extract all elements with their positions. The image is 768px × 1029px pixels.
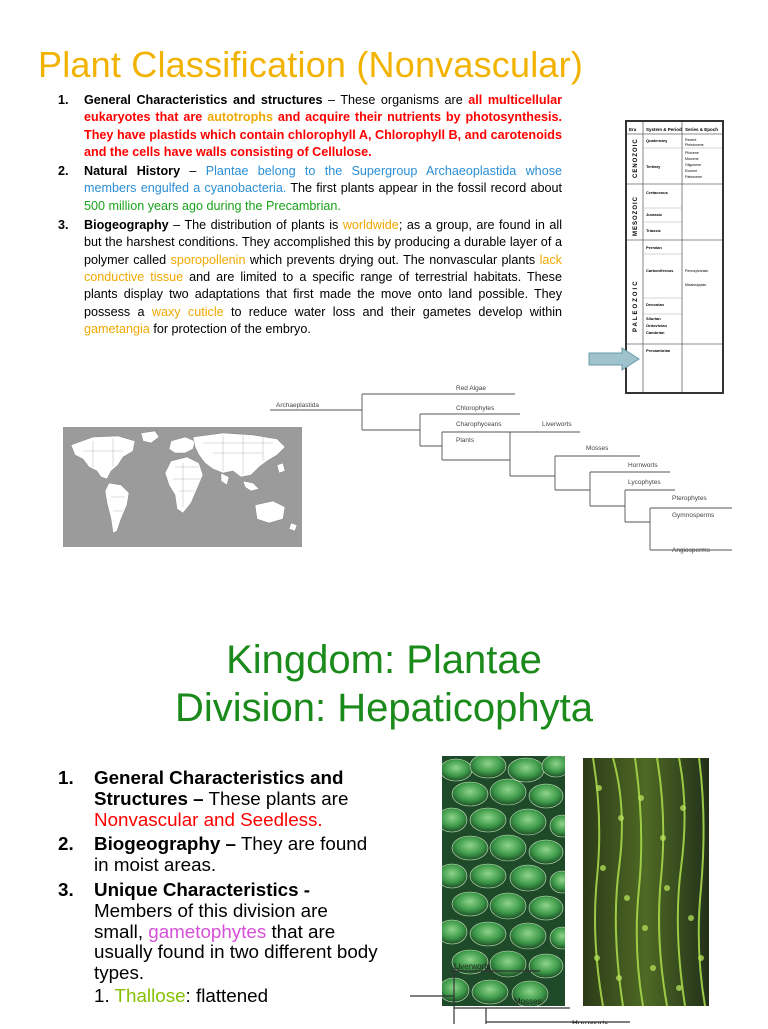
list-item-unique [58,880,378,1007]
item-number: 2. [58,164,69,179]
item-text: ; as a group, are found in all but the harshest conditions. They accomplished this by producing a durable layer of a polymer called [84,218,562,267]
item-highlight: gametangia [84,321,150,336]
item-text: Members of this division are small, [94,899,328,942]
tree2-label: Liverworts [454,962,491,971]
phylogenetic-tree-small [410,960,640,1029]
item-text: The first plants appear in the fossil record about [286,181,562,196]
ts-period: Permian [646,245,662,250]
tree-label: Hornworts [628,462,658,469]
tree-label: Lycophytes [628,479,661,486]
item-highlight: gametophytes [148,920,267,942]
ts-era-mesozoic: MESOZOIC [633,195,639,236]
list-item-characteristics [58,92,562,161]
tree-label: Red Algae [456,385,486,392]
item-label: Biogeography – [94,833,236,855]
division-title [0,636,768,732]
item-label: General Characteristics and Structures – [94,767,344,809]
item-highlight: 500 million years ago during the Precambrian. [84,198,341,213]
item-highlight: Nonvascular and Seedless. [94,808,323,830]
time-scale-svg [627,122,722,392]
tree-label: Gymnosperms [672,512,715,519]
tree-label: Archaeplastida [276,402,319,409]
tree-label: Mosses [586,445,609,452]
item-highlight: and acquire their nutrients by photosynthesis. They have plastids which contain chlorophyll A, Chlorophyll B, and carotenoids and the cells have walls consisting of Cellulose. [84,110,563,159]
item-label: General Characteristics and structures [84,93,323,107]
ts-era-cenozoic: CENOZOIC [633,138,639,178]
item-text: which prevents drying out. The nonvascular plants [245,252,540,267]
item-text: They are found in moist areas. [94,833,368,876]
ts-period: Cretaceous [646,190,668,195]
item-label: Unique Characteristics - [94,878,311,900]
sub-item-text: : flattened [185,984,269,1006]
ts-period: Carboniferous [646,268,674,273]
tree-label: Charophyceans [456,421,502,428]
list-item-biogeography [58,834,378,876]
arrow-right-icon [588,347,640,371]
sub-item-number: 1. [94,984,115,1006]
ts-epoch: Eocene [685,169,698,173]
tree-label: Chlorophytes [456,405,495,412]
phylogenetic-tree [270,380,740,565]
world-map-svg [63,427,302,547]
item-highlight: sporopollenin [170,252,246,267]
item-text: These plants are [203,787,349,809]
tree-svg [270,380,740,560]
ts-period: Tertiary [646,164,661,169]
tree2-label: Hornworts [572,1019,609,1024]
tree-label: Plants [456,437,475,444]
ts-period: Ordovician [646,323,667,328]
ts-header-era: Era [629,127,637,132]
item-separator: – [168,218,185,233]
division-subtitle: Division: Hepaticophyta [175,686,593,730]
kingdom-title: Kingdom: Plantae [226,638,542,682]
item-highlight: worldwide [342,218,399,233]
ts-header-epoch: Series & Epoch [685,127,719,132]
item-highlight: lack conductive tissue [84,252,562,284]
tree-label: Liverworts [542,421,572,428]
hepaticophyta-list [58,768,378,1011]
item-number: 1. [58,93,69,107]
item-separator: – [322,93,341,107]
sub-item-highlight: Thallose [114,984,186,1006]
ts-period: Devonian [646,302,665,307]
ts-period: Cambrian [646,330,665,335]
ts-epoch: Recent [685,138,697,142]
ts-period: Jurassic [646,212,663,217]
item-text: for protection of the embryo. [149,321,311,336]
ts-period: Triassic [646,228,661,233]
ts-period: Silurian [646,316,661,321]
ts-epoch: Miocene [685,157,699,161]
ts-epoch: Pliocene [685,151,699,155]
ts-epoch: Paleocene [685,175,702,179]
list-item-characteristics [58,768,378,830]
ts-header-period: System & Period [646,127,682,132]
item-label: Biogeography [84,218,169,233]
item-number: 3. [58,878,74,900]
ts-period: Precambrian [646,348,671,353]
item-text: that are usually found in two different body types. [94,920,378,984]
item-highlight-autotrophs: autotrophs [207,110,273,125]
characteristics-list [58,92,562,340]
ts-epoch: Mississippian [685,283,707,287]
precambrian-arrow [588,347,640,376]
ts-epoch: Oligocene [685,163,702,167]
ts-era-paleozoic: PALEOZOIC [633,279,639,332]
tree2-label: Mosses [514,997,542,1006]
item-highlight: waxy cuticle [151,304,224,319]
item-number: 2. [58,833,74,855]
list-item-natural-history [58,163,562,215]
ts-period: Quaternary [646,138,668,143]
item-text: and are limited to a specific range of terrestrial habitats. These plants display two adaptations that first made the move onto land possible. They possess a [84,269,562,319]
world-map [63,427,302,547]
sub-item-thallose [94,986,378,1007]
item-label: Natural History [84,164,181,179]
ts-epoch: Pennsylvanian [685,269,709,273]
ts-epoch: Pleistocene [685,143,704,147]
item-number: 3. [58,218,69,233]
tree-label: Pterophytes [672,495,707,502]
item-separator: – [180,164,206,179]
item-text: The distribution of plants is [184,218,343,233]
page-title: Plant Classification (Nonvascular) [38,44,584,85]
item-number: 1. [58,767,74,788]
item-text: to reduce water loss and their gametes develop within [223,304,563,319]
item-highlight: Plantae belong to the Supergroup Archaeoplastida whose members engulfed a cyanobacteria. [84,164,562,196]
tree-label: Angiosperms [672,547,710,554]
item-highlight: all multicellular eukaryotes that are [84,93,563,125]
tree2-svg [410,960,640,1024]
item-text: These organisms are [340,93,469,107]
list-item-biogeography [58,217,562,338]
